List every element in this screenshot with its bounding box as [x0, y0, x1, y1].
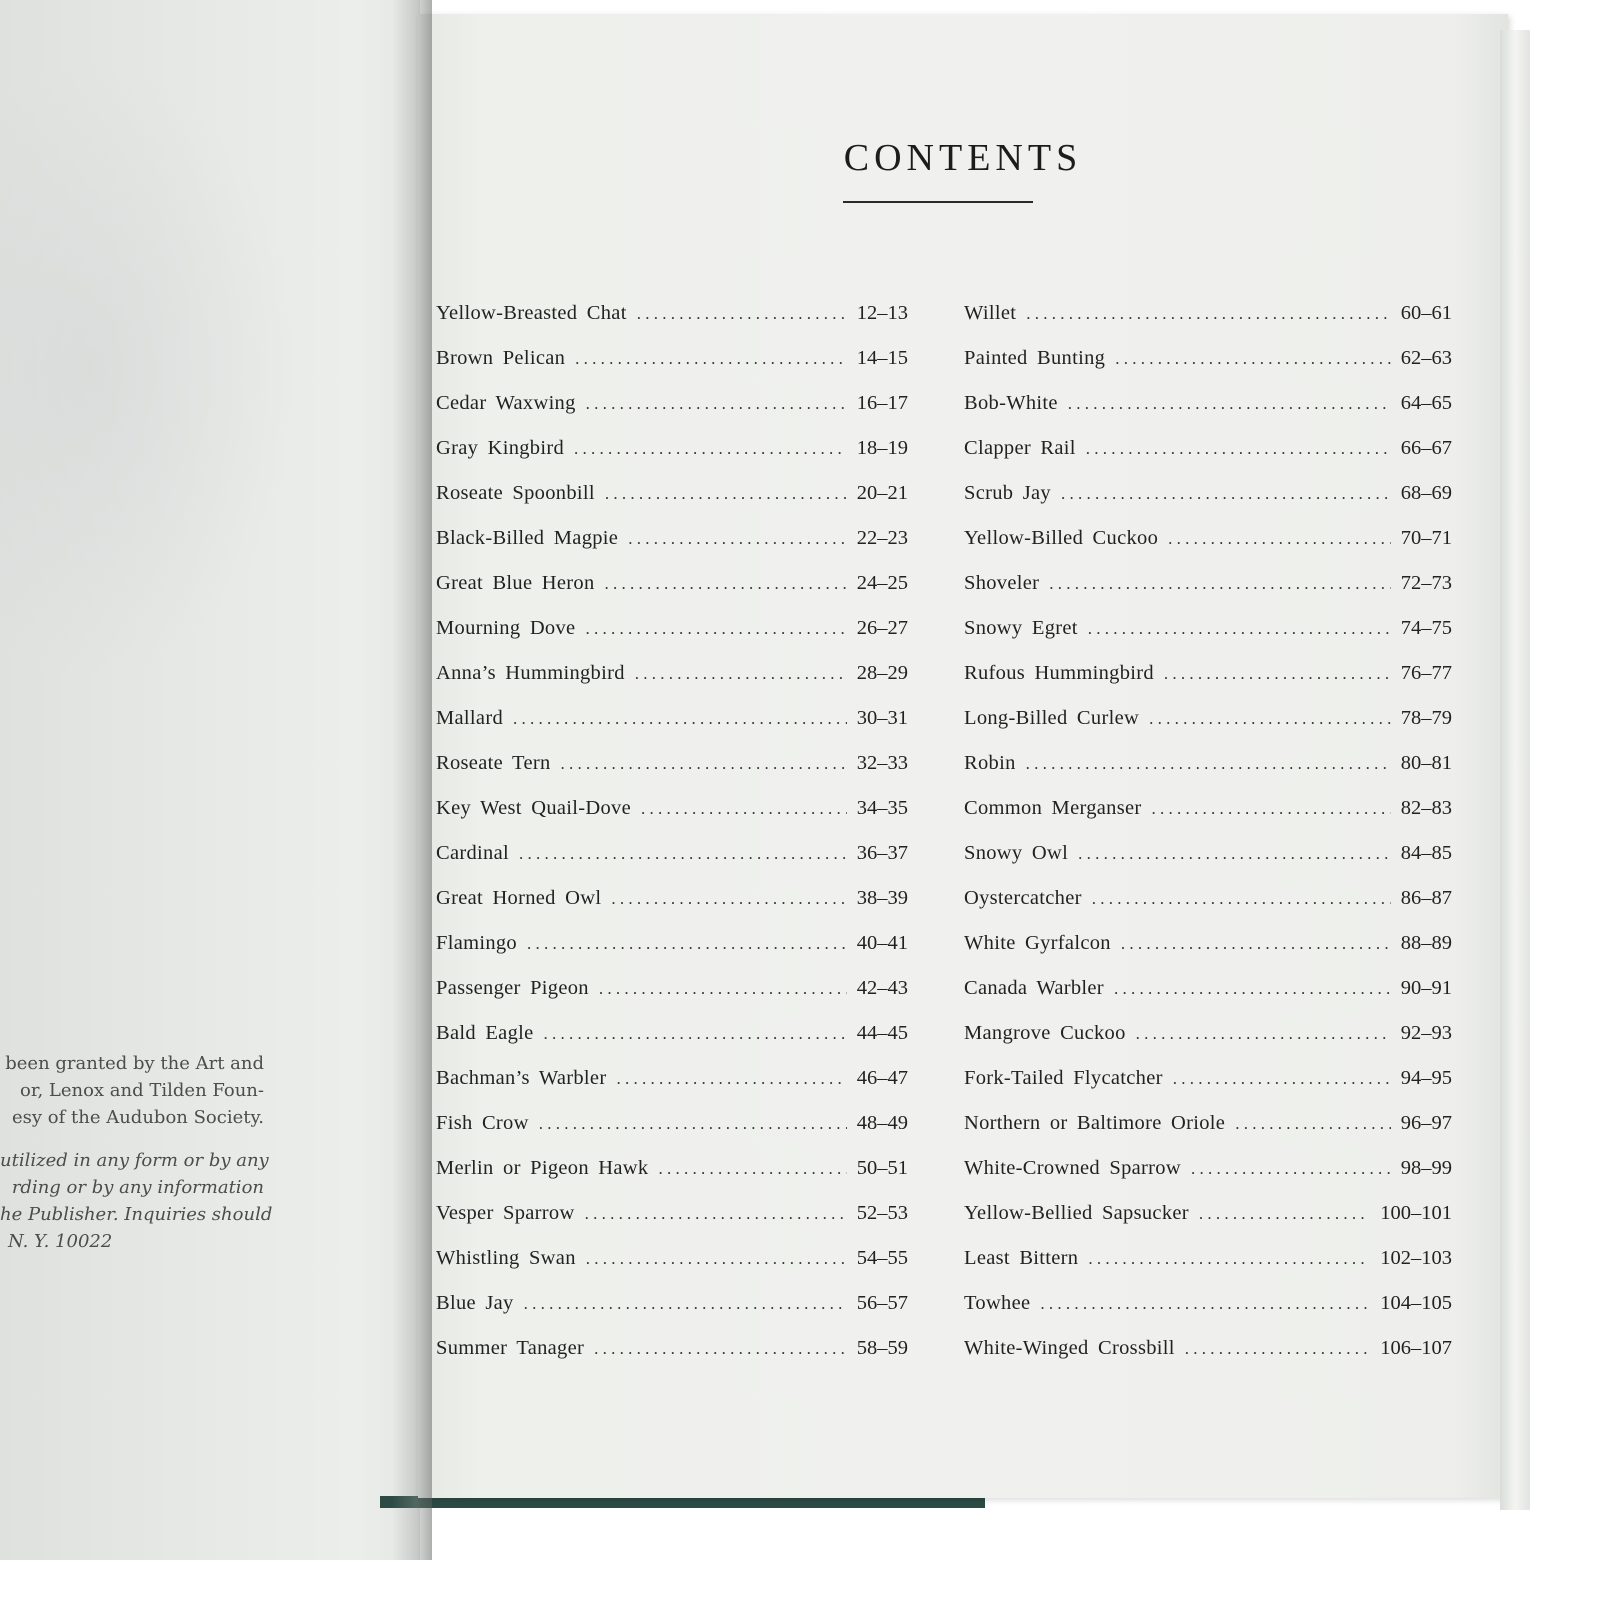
toc-entry	[964, 842, 1452, 887]
toc-entry	[436, 437, 908, 482]
toc-entry	[436, 662, 908, 707]
toc-entry-name: Northern or Baltimore Oriole	[964, 1112, 1226, 1134]
toc-entry-pages: 40–41	[856, 932, 908, 954]
dot-leader	[519, 844, 847, 864]
toc-entry	[436, 1247, 908, 1292]
toc-entry-name: Cardinal	[436, 842, 509, 864]
dot-leader	[635, 664, 847, 684]
dot-leader	[1114, 979, 1391, 999]
toc-entry-pages: 104–105	[1380, 1292, 1452, 1314]
toc-entry-name: Fork-Tailed Flycatcher	[964, 1067, 1163, 1089]
dot-leader	[586, 1249, 847, 1269]
toc-entry-pages: 80–81	[1400, 752, 1452, 774]
toc-entry-name: White-Crowned Sparrow	[964, 1157, 1181, 1179]
toc-entry-pages: 14–15	[856, 347, 908, 369]
toc-entry-pages: 12–13	[856, 302, 908, 324]
toc-entry-pages: 106–107	[1380, 1337, 1452, 1359]
toc-entry-name: Vesper Sparrow	[436, 1202, 575, 1224]
toc-column-left	[436, 302, 908, 1382]
title-rule	[843, 201, 1033, 203]
toc-entry	[436, 842, 908, 887]
toc-entry-name: Great Horned Owl	[436, 887, 602, 909]
page-title: CONTENTS	[843, 137, 1083, 179]
toc-entry-pages: 26–27	[856, 617, 908, 639]
toc-entry-pages: 102–103	[1380, 1247, 1452, 1269]
toc-entry-pages: 88–89	[1400, 932, 1452, 954]
copyright-line: or, Lenox and Tilden Foun-	[19, 1080, 264, 1101]
toc-entry	[964, 1202, 1452, 1247]
toc-entry-name: Robin	[964, 752, 1016, 774]
dot-leader	[1164, 664, 1391, 684]
toc-entry	[964, 1247, 1452, 1292]
toc-entry-pages: 42–43	[856, 977, 908, 999]
dot-leader	[1026, 754, 1391, 774]
toc-entry-name: Gray Kingbird	[436, 437, 565, 459]
toc-entry-pages: 84–85	[1400, 842, 1452, 864]
toc-entry-pages: 92–93	[1400, 1022, 1452, 1044]
toc-entry	[436, 887, 908, 932]
copyright-notice	[0, 1050, 273, 1255]
toc-entry	[436, 347, 908, 392]
toc-entry-pages: 44–45	[856, 1022, 908, 1044]
toc-entry-name: Bob-White	[964, 392, 1058, 414]
toc-entry-name: Snowy Owl	[964, 842, 1069, 864]
toc-entry	[436, 1067, 908, 1112]
toc-entry-pages: 36–37	[856, 842, 908, 864]
toc-entry	[436, 572, 908, 617]
toc-entry-pages: 98–99	[1400, 1157, 1452, 1179]
toc-entry-pages: 50–51	[856, 1157, 908, 1179]
toc-entry-name: Clapper Rail	[964, 437, 1076, 459]
toc-entry-pages: 28–29	[856, 662, 908, 684]
dot-leader	[605, 574, 847, 594]
toc-entry-pages: 66–67	[1400, 437, 1452, 459]
dot-leader	[1092, 889, 1391, 909]
dot-leader	[1149, 709, 1391, 729]
dot-leader	[586, 394, 847, 414]
toc-entry-pages: 46–47	[856, 1067, 908, 1089]
toc-entry-name: Bald Eagle	[436, 1022, 534, 1044]
toc-entry-pages: 70–71	[1400, 527, 1452, 549]
dot-leader	[1068, 394, 1391, 414]
toc-entry-name: Oystercatcher	[964, 887, 1082, 909]
toc-entry-name: Rufous Hummingbird	[964, 662, 1154, 684]
toc-entry	[436, 1022, 908, 1067]
toc-entry-pages: 16–17	[856, 392, 908, 414]
toc-entry-name: Snowy Egret	[964, 617, 1078, 639]
dot-leader	[1088, 619, 1391, 639]
toc-entry-name: Willet	[964, 302, 1017, 324]
dot-leader	[1185, 1339, 1370, 1359]
toc-entry	[964, 662, 1452, 707]
toc-entry-pages: 100–101	[1380, 1202, 1452, 1224]
dot-leader	[616, 1069, 846, 1089]
dot-leader	[1026, 304, 1391, 324]
toc-entry-pages: 32–33	[856, 752, 908, 774]
toc-entry-name: Painted Bunting	[964, 347, 1106, 369]
toc-entry-pages: 76–77	[1400, 662, 1452, 684]
toc-entry-pages: 30–31	[856, 707, 908, 729]
toc-entry-name: White-Winged Crossbill	[964, 1337, 1175, 1359]
toc-entry	[436, 707, 908, 752]
toc-entry-name: Roseate Tern	[436, 752, 551, 774]
toc-entry-name: Brown Pelican	[436, 347, 566, 369]
toc-entry	[436, 1157, 908, 1202]
toc-entry-name: Merlin or Pigeon Hawk	[436, 1157, 649, 1179]
toc-entry	[436, 1337, 908, 1382]
toc-entry-name: Roseate Spoonbill	[436, 482, 595, 504]
toc-entry-name: Passenger Pigeon	[436, 977, 589, 999]
toc-entry-name: Blue Jay	[436, 1292, 514, 1314]
toc-entry-name: Least Bittern	[964, 1247, 1079, 1269]
dot-leader	[524, 1294, 847, 1314]
dot-leader	[594, 1339, 847, 1359]
toc-entry-pages: 96–97	[1400, 1112, 1452, 1134]
toc-entry	[964, 392, 1452, 437]
left-page	[0, 0, 420, 1560]
toc-entry	[436, 302, 908, 347]
dot-leader	[658, 1159, 846, 1179]
dot-leader	[1115, 349, 1391, 369]
toc-entry	[436, 1292, 908, 1337]
toc-entry-pages: 68–69	[1400, 482, 1452, 504]
toc-entry-name: Yellow-Breasted Chat	[436, 302, 627, 324]
rights-line: N. Y. 10022	[8, 1231, 113, 1252]
dot-leader	[605, 484, 847, 504]
dot-leader	[1152, 799, 1391, 819]
toc-entry	[964, 977, 1452, 1022]
toc-entry-name: Fish Crow	[436, 1112, 529, 1134]
toc-entry-name: Mangrove Cuckoo	[964, 1022, 1126, 1044]
toc-entry	[964, 932, 1452, 977]
toc-entry-pages: 90–91	[1400, 977, 1452, 999]
toc-entry-pages: 58–59	[856, 1337, 908, 1359]
toc-entry	[436, 752, 908, 797]
toc-entry	[436, 617, 908, 662]
toc-entry-name: Mallard	[436, 707, 503, 729]
toc-entry-name: Canada Warbler	[964, 977, 1104, 999]
toc-entry-pages: 56–57	[856, 1292, 908, 1314]
dot-leader	[1040, 1294, 1370, 1314]
dot-leader	[513, 709, 847, 729]
toc-entry	[964, 752, 1452, 797]
toc-entry-pages: 60–61	[1400, 302, 1452, 324]
dot-leader	[1173, 1069, 1391, 1089]
dot-leader	[637, 304, 847, 324]
toc-entry-pages: 18–19	[856, 437, 908, 459]
toc-entry-pages: 62–63	[1400, 347, 1452, 369]
toc-entry	[964, 1157, 1452, 1202]
toc-entry	[964, 707, 1452, 752]
toc-entry-pages: 52–53	[856, 1202, 908, 1224]
toc-entry	[436, 482, 908, 527]
dot-leader	[574, 439, 847, 459]
toc-entry-pages: 54–55	[856, 1247, 908, 1269]
toc-entry-name: Yellow-Bellied Sapsucker	[964, 1202, 1189, 1224]
book-gutter	[392, 0, 432, 1560]
toc-entry-name: Flamingo	[436, 932, 517, 954]
toc-entry-name: Yellow-Billed Cuckoo	[964, 527, 1159, 549]
toc-entry-pages: 34–35	[856, 797, 908, 819]
toc-entry-name: Long-Billed Curlew	[964, 707, 1140, 729]
toc-entry	[436, 392, 908, 437]
dot-leader	[1061, 484, 1391, 504]
toc-entry	[964, 1112, 1452, 1157]
toc-entry-pages: 38–39	[856, 887, 908, 909]
toc-entry-pages: 86–87	[1400, 887, 1452, 909]
toc-entry-pages: 64–65	[1400, 392, 1452, 414]
toc-entry	[436, 527, 908, 572]
toc-entry-name: Cedar Waxwing	[436, 392, 576, 414]
toc-entry-pages: 72–73	[1400, 572, 1452, 594]
toc-entry-name: Towhee	[964, 1292, 1031, 1314]
toc-entry-pages: 82–83	[1400, 797, 1452, 819]
toc-entry	[964, 1022, 1452, 1067]
toc-entry	[964, 527, 1452, 572]
page-edge	[1500, 30, 1530, 1510]
copyright-line: esy of the Audubon Society.	[12, 1107, 264, 1128]
toc-entry-name: Mourning Dove	[436, 617, 576, 639]
dot-leader	[1235, 1114, 1391, 1134]
dot-leader	[1136, 1024, 1391, 1044]
dot-leader	[585, 1204, 847, 1224]
toc-entry-name: Whistling Swan	[436, 1247, 576, 1269]
dot-leader	[599, 979, 847, 999]
toc-entry	[436, 977, 908, 1022]
toc-entry	[436, 932, 908, 977]
dot-leader	[544, 1024, 847, 1044]
dot-leader	[539, 1114, 847, 1134]
toc-entry	[964, 617, 1452, 662]
dot-leader	[585, 619, 846, 639]
dot-leader	[1199, 1204, 1370, 1224]
dot-leader	[1121, 934, 1391, 954]
toc-entry-name: Anna’s Hummingbird	[436, 662, 625, 684]
toc-entry-pages: 24–25	[856, 572, 908, 594]
toc-entry-pages: 20–21	[856, 482, 908, 504]
toc-entry	[964, 1337, 1452, 1382]
toc-entry-name: Great Blue Heron	[436, 572, 595, 594]
toc-entry	[964, 797, 1452, 842]
toc-entry-pages: 74–75	[1400, 617, 1452, 639]
dot-leader	[1088, 1249, 1370, 1269]
toc-entry	[964, 347, 1452, 392]
rights-line: utilized in any form or by any	[0, 1150, 269, 1171]
toc-entry	[964, 302, 1452, 347]
rights-line: rding or by any information	[11, 1177, 264, 1198]
dot-leader	[1168, 529, 1391, 549]
toc-entry	[436, 1202, 908, 1247]
dot-leader	[527, 934, 847, 954]
toc-entry-pages: 94–95	[1400, 1067, 1452, 1089]
toc-entry	[964, 1067, 1452, 1112]
rights-line: he Publisher. Inquiries should	[0, 1204, 273, 1225]
toc-entry-pages: 78–79	[1400, 707, 1452, 729]
dot-leader	[1078, 844, 1391, 864]
dot-leader	[1049, 574, 1390, 594]
dot-leader	[628, 529, 847, 549]
toc-entry	[964, 572, 1452, 617]
toc-entry-name: White Gyrfalcon	[964, 932, 1111, 954]
dot-leader	[1191, 1159, 1391, 1179]
toc-column-right	[964, 302, 1452, 1382]
toc-entry-pages: 48–49	[856, 1112, 908, 1134]
dot-leader	[575, 349, 847, 369]
toc-entry-name: Black-Billed Magpie	[436, 527, 619, 549]
faint-illustration-shadow	[0, 60, 300, 680]
toc-entry	[436, 1112, 908, 1157]
copyright-line: been granted by the Art and	[5, 1053, 264, 1074]
dot-leader	[611, 889, 846, 909]
toc-entry-name: Bachman’s Warbler	[436, 1067, 607, 1089]
toc-entry-name: Summer Tanager	[436, 1337, 585, 1359]
toc-entry	[436, 797, 908, 842]
toc-entry-name: Common Merganser	[964, 797, 1142, 819]
toc-entry	[964, 887, 1452, 932]
toc-entry	[964, 1292, 1452, 1337]
toc-entry-pages: 22–23	[856, 527, 908, 549]
dot-leader	[1086, 439, 1391, 459]
toc-entry-name: Scrub Jay	[964, 482, 1051, 504]
toc-entry-name: Key West Quail-Dove	[436, 797, 631, 819]
dot-leader	[641, 799, 847, 819]
dot-leader	[561, 754, 847, 774]
toc-entry-name: Shoveler	[964, 572, 1040, 594]
toc-entry	[964, 437, 1452, 482]
toc-entry	[964, 482, 1452, 527]
